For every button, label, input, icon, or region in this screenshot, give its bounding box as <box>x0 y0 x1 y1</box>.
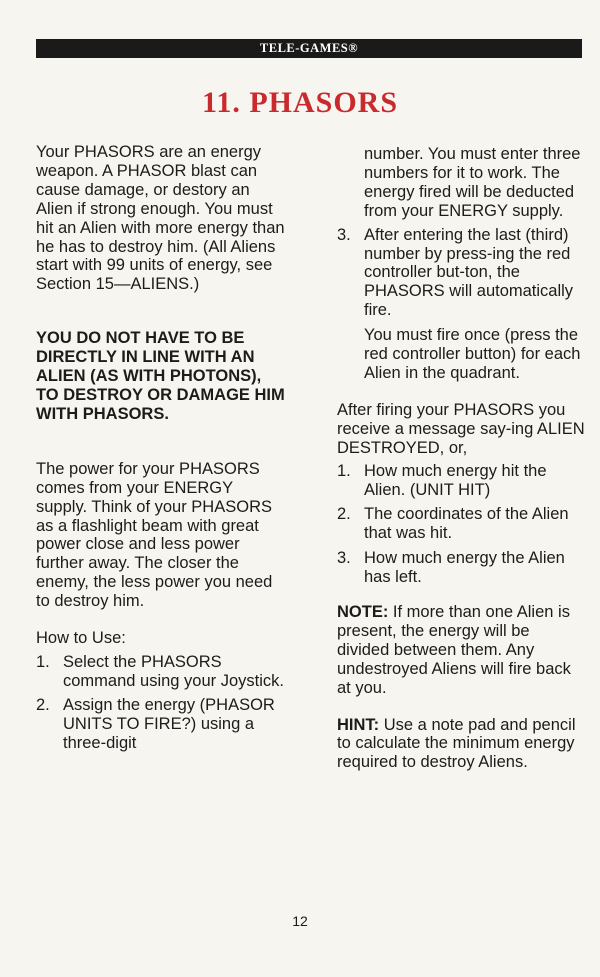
fire-note-paragraph: You must fire once (press the red controller button) for each Alien in the quadrant. <box>364 326 581 382</box>
hint-label: HINT: <box>337 715 380 734</box>
list-item <box>36 696 288 753</box>
list-item <box>337 549 586 587</box>
power-paragraph: The power for your PHASORS comes from your ENERGY supply. Think of your PHASORS as a flashlight beam with great power close and less power further away. The closer the enemy, the less power you need to destroy him. <box>36 459 273 611</box>
how-to-use-heading: How to Use: <box>36 629 126 648</box>
list-number: 3. <box>337 225 351 244</box>
list-item <box>337 226 586 321</box>
list-text: Assign the energy (PHASOR UNITS TO FIRE?) using a three-digit <box>63 695 275 752</box>
note-paragraph <box>337 603 586 698</box>
list-number: 2. <box>36 695 50 714</box>
list-text: How much energy the Alien has left. <box>364 549 565 587</box>
list-number: 3. <box>337 549 351 568</box>
list-text: The coordinates of the Alien that was hit. <box>364 505 569 543</box>
page-number: 12 <box>292 913 308 929</box>
list-text: How much energy hit the Alien. (UNIT HIT) <box>364 461 547 499</box>
list-number: 1. <box>337 461 351 480</box>
right-column <box>337 145 586 772</box>
list-item <box>337 505 586 543</box>
list-text: After entering the last (third) number by press-ing the red controller but-ton, the PHASORS will automatically fire. <box>364 225 574 320</box>
note-text: If more than one Alien is present, the energy will be divided between them. Any undestroyed Aliens will fire back at you. <box>337 603 571 697</box>
list-number: 2. <box>337 505 351 524</box>
list-item <box>36 653 288 691</box>
header-bar <box>36 39 582 58</box>
brand-label: TELE-GAMES® <box>259 41 359 55</box>
hint-paragraph <box>337 716 586 773</box>
left-column <box>36 143 288 752</box>
list-item <box>337 462 586 500</box>
step2-continuation: number. You must enter three numbers for it to work. The energy fired will be deducted from your ENERGY supply. <box>364 145 581 220</box>
page-title: 11. PHASORS <box>201 86 399 119</box>
after-firing-paragraph: After firing your PHASORS you receive a message say-ing ALIEN DESTROYED, or, <box>337 400 585 457</box>
list-number: 1. <box>36 652 50 671</box>
list-text: Select the PHASORS command using your Joystick. <box>63 652 285 690</box>
warning-paragraph: YOU DO NOT HAVE TO BE DIRECTLY IN LINE WITH AN ALIEN (AS WITH PHOTONS), TO DESTROY OR DAMAGE HIM WITH PHASORS. <box>36 329 285 423</box>
intro-paragraph: Your PHASORS are an energy weapon. A PHASOR blast can cause damage, or destory an Alien if strong enough. You must hit an Alien with more energy than he has to destroy him. (All Aliens start with 99 units of energy, see Section 15—ALIENS.) <box>36 143 285 294</box>
hint-text: Use a note pad and pencil to calculate the minimum energy required to destroy Aliens. <box>337 715 576 772</box>
note-label: NOTE: <box>337 603 389 622</box>
